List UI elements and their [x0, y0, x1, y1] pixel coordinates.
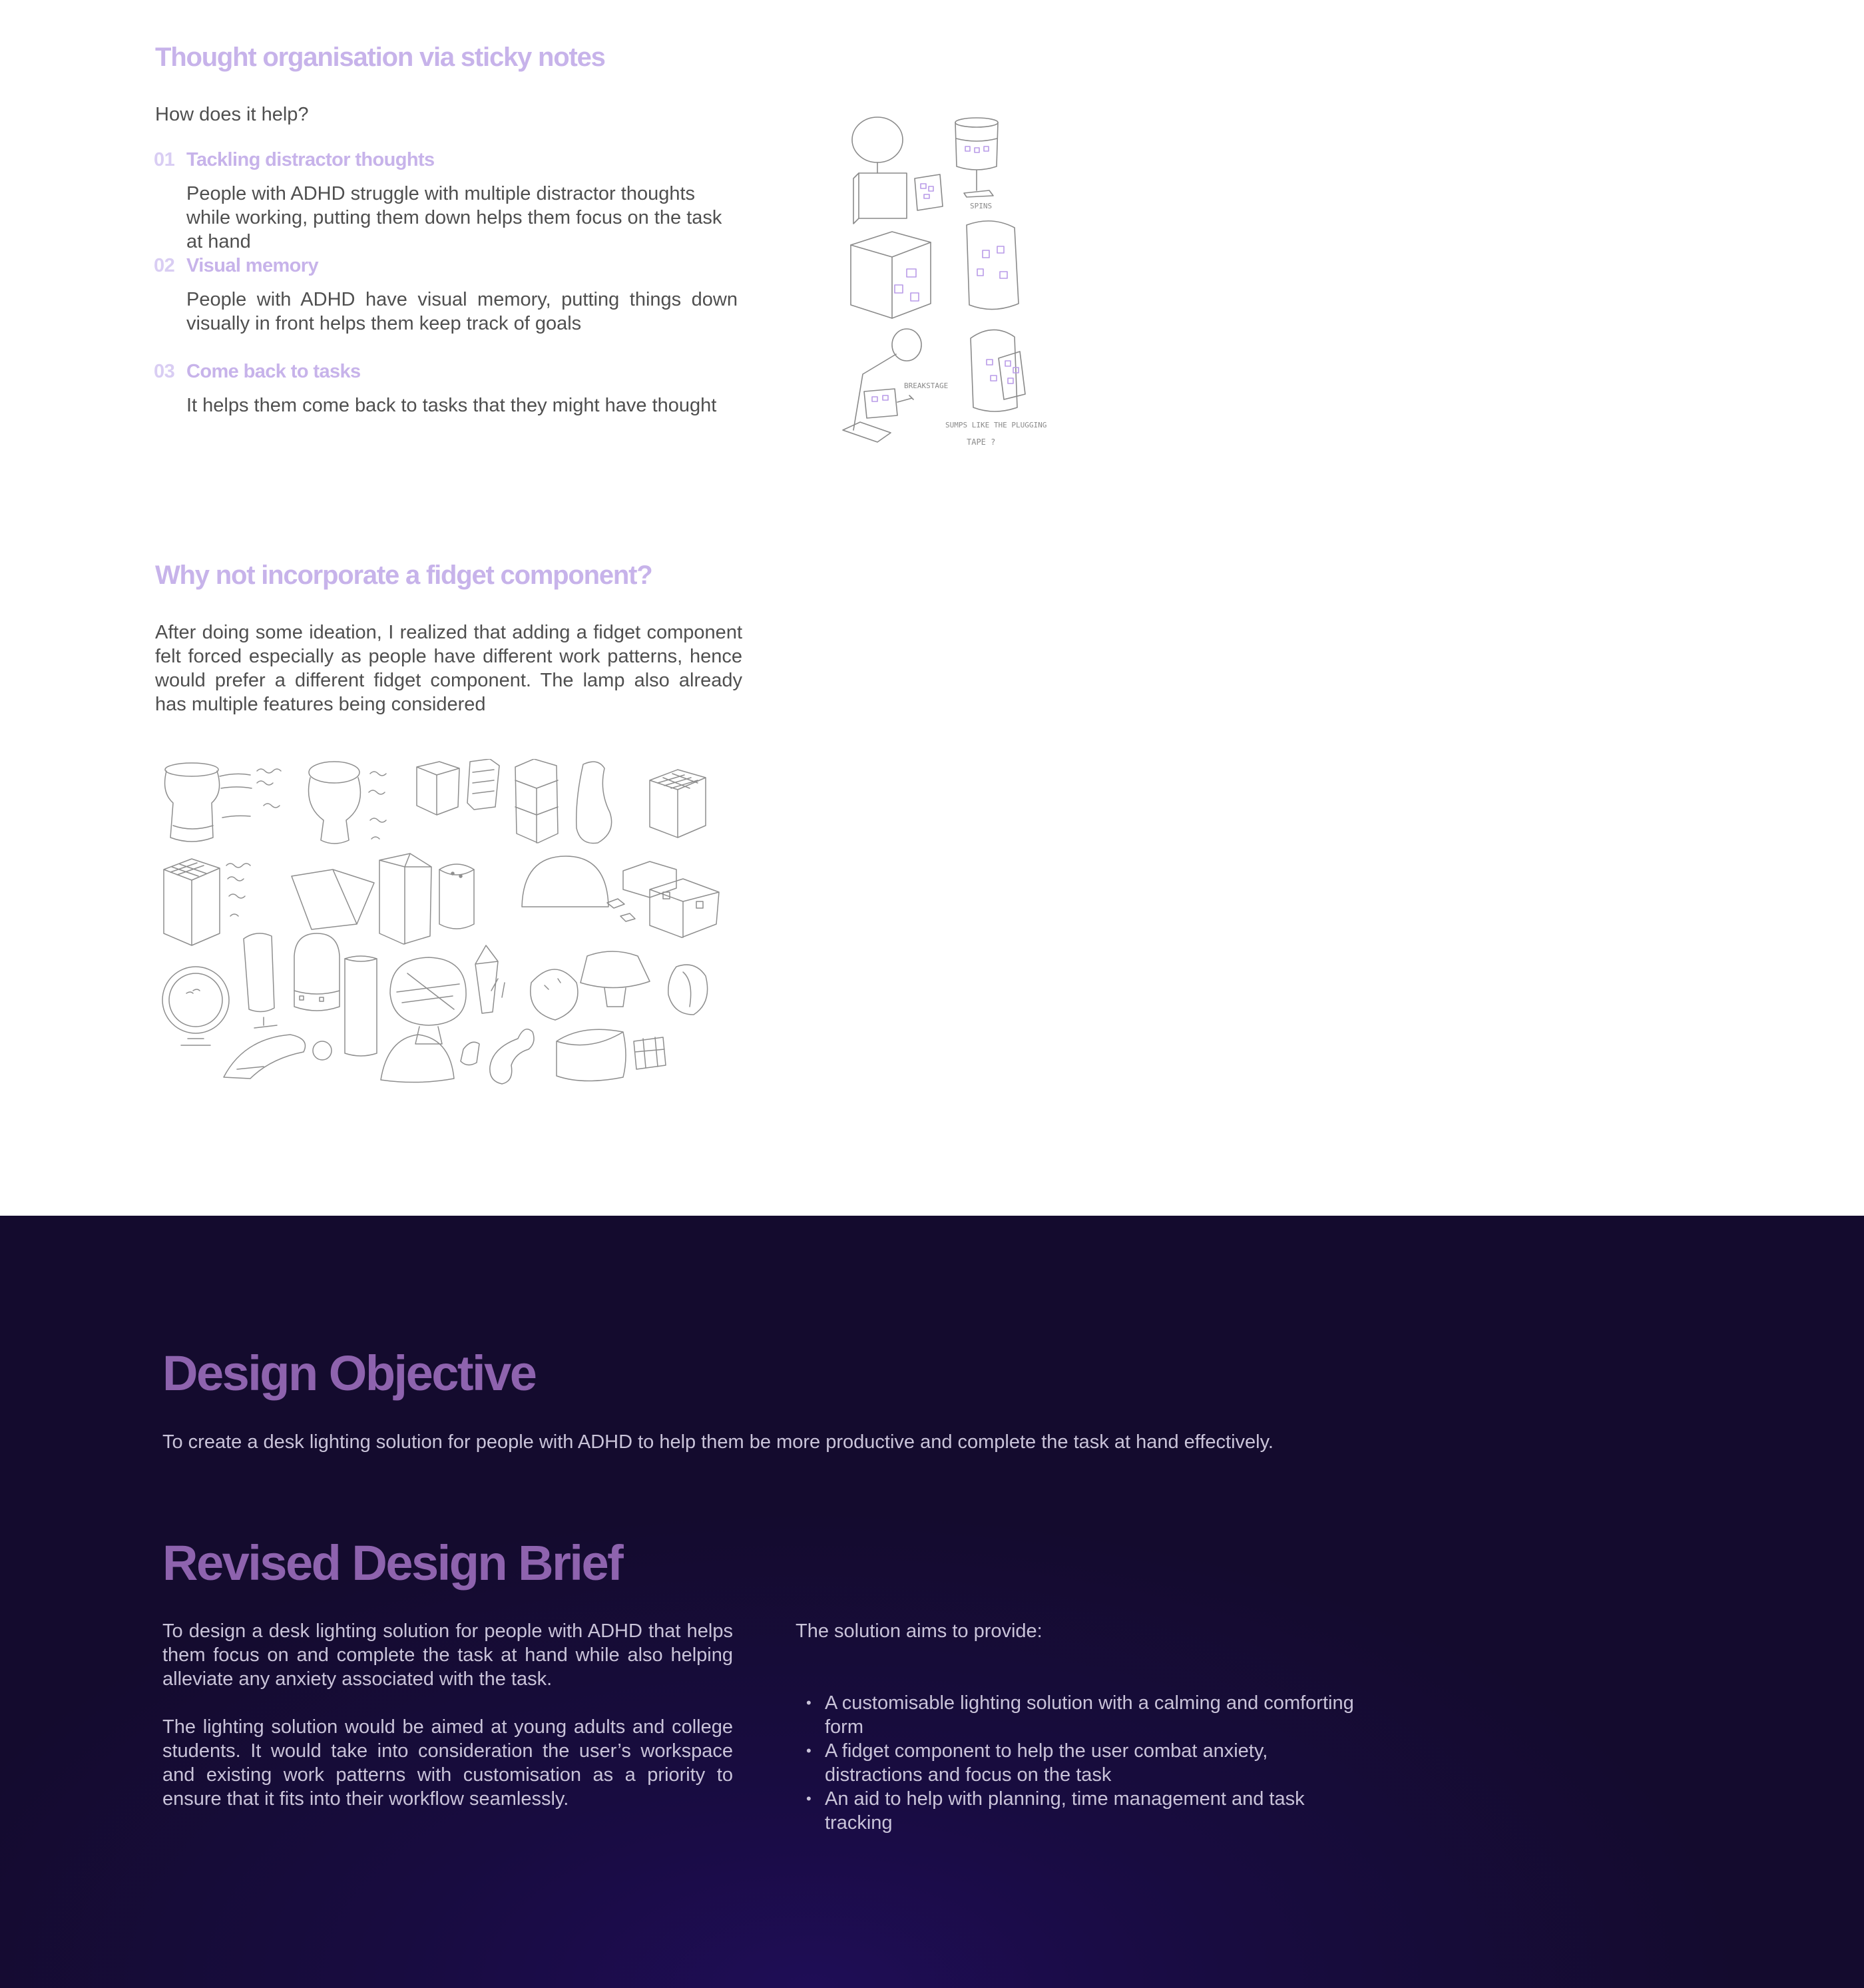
item-title: Tackling distractor thoughts [186, 149, 435, 170]
item-text: People with ADHD have visual memory, putting things down visually in front helps them keep track of goals [186, 289, 738, 334]
how-does-it-help: How does it help? [155, 104, 309, 125]
item-text: It helps them come back to tasks that they might have thought [186, 395, 717, 416]
aims-list [796, 1691, 1368, 1835]
item-number: 01 [154, 149, 175, 170]
item-title: Come back to tasks [186, 361, 361, 382]
brief-paragraph-2: The lighting solution would be aimed at young adults and college students. It would take into consideration the user’s workspace and existing work patterns with customisation as a priority to ensure that it fits into their workflow seamlessly. [162, 1716, 733, 1810]
design-objective-section [0, 1216, 1864, 1988]
item-number: 02 [154, 255, 175, 276]
sketch-note-notes: BREAKSTAGE [904, 381, 949, 390]
item-text: People with ADHD struggle with multiple distractor thoughts while working, putting them down helps them focus on the task at hand [186, 183, 722, 252]
fidget-ideation-sketches [157, 759, 740, 1085]
design-objective-title: Design Objective [162, 1346, 536, 1401]
sticky-notes-title: Thought organisation via sticky notes [155, 43, 605, 72]
lamp-concept-sketch [840, 112, 1073, 453]
aims-list-item: • An aid to help with planning, time management and task tracking [796, 1787, 1368, 1835]
sketch-note-spins: SPINS [970, 202, 993, 210]
revised-brief-title: Revised Design Brief [162, 1535, 622, 1591]
sketch-note-tape-2: TAPE ? [967, 437, 996, 447]
fidget-title: Why not incorporate a fidget component? [155, 561, 652, 590]
design-objective-text: To create a desk lighting solution for people with ADHD to help them be more productive and complete the task at hand effectively. [162, 1431, 1274, 1453]
aims-list-item: • A fidget component to help the user combat anxiety, distractions and focus on the task [796, 1739, 1368, 1787]
sketch-note-tape-1: SUMPS LIKE THE PLUGGING [945, 421, 1047, 429]
brief-paragraph-1: To design a desk lighting solution for people with ADHD that helps them focus on and complete the task at hand while also helping alleviate any anxiety associated with the task. [162, 1620, 733, 1690]
item-number: 03 [154, 361, 175, 382]
aims-intro: The solution aims to provide: [796, 1620, 1043, 1642]
fidget-text: After doing some ideation, I realized that adding a fidget component felt forced especially as people have different work patterns, hence would prefer a different fidget component. The lamp also already has multiple features being considered [155, 622, 742, 715]
item-title: Visual memory [186, 255, 318, 276]
aims-list-item: • A customisable lighting solution with a calming and comforting form [796, 1691, 1368, 1739]
